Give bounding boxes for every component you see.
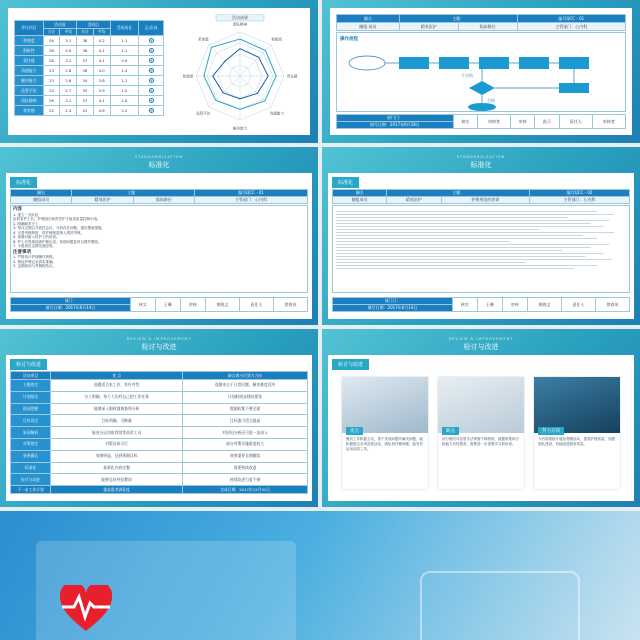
row-value: 35 — [77, 86, 94, 96]
radar-label: 解决能力 — [232, 126, 248, 131]
radar-chart — [176, 14, 304, 132]
row-cons: 数据收集不够全面 — [183, 403, 308, 415]
radar-label: 品管手法 — [196, 111, 211, 116]
plus-icon[interactable]: + — [149, 78, 153, 83]
card-text: 圈员工作积极主动，善于发现问题并解决问题，能积极配合各项品管活动，团队协作精神强，能有效运用品管工具。 — [346, 437, 423, 451]
row-value: 1.4 — [110, 66, 139, 76]
card-direction — [534, 377, 620, 489]
row-value: 37 — [77, 96, 94, 106]
slide-standardization-1[interactable] — [0, 147, 318, 325]
sign-table — [10, 297, 308, 312]
deadline-cell — [183, 486, 308, 494]
row-value: 3.9 — [93, 86, 110, 96]
slide-result-comparison[interactable] — [0, 0, 318, 143]
sign-cell: 核实 — [452, 298, 477, 312]
row-value: 2.8 — [60, 66, 77, 76]
row-value: 4.6 — [93, 106, 110, 116]
radar-label: 积极性 — [271, 37, 283, 42]
flow-step — [399, 57, 429, 69]
title-en: STANDARDIZATION — [134, 155, 184, 159]
radar-label: 责任感 — [286, 74, 298, 79]
sign-cell: 黄晓文 — [205, 298, 239, 312]
sign-cell: 核实 — [130, 298, 155, 312]
th-item: 活动项目 — [11, 372, 51, 380]
date-label: 填写日期：2017年6月14日 — [11, 305, 131, 312]
row-label: 团队精神 — [15, 96, 44, 106]
direction-cell — [139, 46, 164, 56]
table-row — [11, 380, 308, 392]
slide-panel — [8, 8, 310, 135]
th-after: 活动后 — [77, 21, 110, 29]
flow-title: 操作流程 — [340, 37, 358, 42]
sign-cell: 责任人 — [239, 298, 273, 312]
cell-path: 临床路径 — [458, 23, 517, 31]
row-value: 2.7 — [60, 86, 77, 96]
slide-review-cards[interactable] — [322, 329, 640, 507]
row-value: 26 — [43, 46, 60, 56]
cell-team: 精英医护 — [387, 197, 441, 204]
title-cn: 检讨与改进 — [141, 343, 177, 351]
radar-title: 活动成果 — [232, 15, 248, 20]
date-label: 填写日期：2017年6月28日 — [337, 122, 454, 129]
cell-team: 精英医护 — [399, 23, 458, 31]
header-theme: 主题： — [387, 190, 530, 197]
sign-table — [332, 297, 630, 312]
row-label: 解决能力 — [15, 76, 44, 86]
flow-end — [468, 103, 496, 111]
flow-area — [336, 32, 626, 112]
table-row — [15, 76, 164, 86]
row-value: 3.8 — [93, 76, 110, 86]
radar-label: 团队精神 — [232, 22, 248, 27]
card-photo — [342, 377, 428, 433]
flow-label-ok: 合格 — [487, 98, 495, 103]
sign-cell: 责任人 — [561, 298, 595, 312]
row-label: 积极性 — [15, 46, 44, 56]
title-cn: 检讨与改进 — [463, 343, 499, 351]
row-pros: 标准化内容完整 — [51, 462, 183, 474]
note-lines — [13, 255, 305, 269]
row-label: 荣誉感 — [15, 106, 44, 116]
row-value: 1.2 — [110, 76, 139, 86]
row-value: 3.0 — [60, 46, 77, 56]
row-cons: 目标值可适当提高 — [183, 415, 308, 427]
row-value: 26 — [43, 96, 60, 106]
cell-dept: 主管部门：心内科 — [530, 197, 630, 204]
title-en: REVIEW & IMPROVEMENT — [448, 337, 514, 341]
next-plan-value: 提高患者满意度 — [51, 486, 183, 494]
cell-theme-value: 护理规范的培训 — [441, 197, 530, 204]
sign-cell: 审核者 — [477, 115, 510, 129]
cell-path: 临床路径 — [133, 197, 194, 204]
content-line: 2. 明确职责分工 — [13, 221, 39, 226]
row-value: 3.1 — [60, 36, 77, 46]
next-plan-label: 下一步工作计划 — [11, 486, 51, 494]
card-text: 今后将继续开展品管圈活动，提高护理质量，加强团队建设，持续改进服务质量。 — [538, 437, 615, 446]
sign-cell: 审核者 — [592, 115, 625, 129]
note-line: 1. 严格执行护理操作规程。 — [13, 255, 56, 259]
slide-panel — [328, 355, 634, 501]
flow-step — [439, 57, 469, 69]
slide-title — [322, 337, 640, 352]
slide-ending[interactable] — [0, 511, 640, 640]
header-circle-name: 圈名 — [333, 190, 387, 197]
table-row — [15, 96, 164, 106]
flow-step — [559, 83, 589, 93]
content-area — [332, 205, 630, 293]
plus-icon[interactable]: + — [149, 108, 153, 113]
table-row — [11, 462, 308, 474]
row-value: 1.2 — [110, 86, 139, 96]
row-value: 4.1 — [93, 56, 110, 66]
sign-cell: 审核 — [180, 298, 205, 312]
plus-icon[interactable]: + — [149, 98, 153, 103]
plus-icon[interactable]: + — [149, 38, 153, 43]
th-avg: 平均 — [60, 29, 77, 36]
qcc-header-table — [336, 14, 626, 31]
flow-diagram — [337, 33, 627, 113]
row-label: 效果确认 — [11, 450, 51, 462]
content-line: 4. 完善考核制度，将护理规范纳入绩效考核。 — [13, 230, 84, 235]
th-sum: 合计 — [77, 29, 94, 36]
row-value: 22 — [43, 106, 60, 116]
slide-panel — [6, 355, 312, 501]
sign-cell: 王琳 — [155, 298, 180, 312]
heart-pulse-icon — [60, 585, 112, 633]
title-en: STANDARDIZATION — [456, 155, 506, 159]
section-tag: 标准化 — [10, 177, 37, 188]
title-cn: 标准化 — [148, 161, 170, 169]
row-label: 检讨与改进 — [11, 474, 51, 486]
row-value: 1.1 — [110, 46, 139, 56]
header-number: 编号QCC－01 — [194, 190, 307, 197]
table-row — [15, 86, 164, 96]
row-label: 对策拟定 — [11, 438, 51, 450]
slide-panel — [330, 8, 632, 135]
th-avg: 平均 — [93, 29, 110, 36]
cell-members: 圈组 成员 — [337, 23, 400, 31]
header-number: 编号QCC－02 — [530, 190, 630, 197]
sign-cell: 黄晓文 — [527, 298, 561, 312]
review-table — [10, 371, 308, 494]
sign-cell: 徐春英 — [595, 298, 629, 312]
direction-cell — [139, 76, 164, 86]
row-pros: 能够深入细致地调查和分析 — [51, 403, 183, 415]
content-area — [10, 205, 308, 293]
th-sum: 合计 — [43, 29, 60, 36]
row-value: 38 — [77, 36, 94, 46]
cell-members: 圈组成员 — [11, 197, 72, 204]
row-cons: 部分对策实施难度较大 — [183, 438, 308, 450]
plus-icon[interactable]: + — [149, 58, 153, 63]
sign-cell: 审核 — [502, 298, 527, 312]
row-value: 4.1 — [93, 46, 110, 56]
content-line: 6. 护士长每周抽查护理记录，发现问题及时反馈并整改。 — [13, 239, 102, 244]
flow-decision — [469, 81, 495, 95]
row-pros: 对策具体可行 — [51, 438, 183, 450]
qcc-header-table — [332, 189, 630, 204]
note-line: 3. 定期培训与考核相结合。 — [13, 264, 56, 268]
slide-title — [322, 155, 640, 170]
sign-cell: 徐春英 — [273, 298, 307, 312]
header-circle-name: 圈名 — [11, 190, 72, 197]
plus-icon[interactable]: + — [149, 68, 153, 73]
sign-cell: 核实 — [453, 115, 477, 129]
row-value: 28 — [43, 56, 60, 66]
row-value: 24 — [43, 86, 60, 96]
row-value: 23 — [43, 66, 60, 76]
row-label: 和谐度 — [15, 36, 44, 46]
row-value: 41 — [77, 106, 94, 116]
row-label: 责任感 — [15, 56, 44, 66]
row-value: 3.2 — [60, 56, 77, 66]
card-label: 缺点 — [442, 427, 459, 435]
row-cons: 对原因分析还可进一步深入 — [183, 427, 308, 439]
direction-cell — [139, 56, 164, 66]
table-row — [11, 403, 308, 415]
row-label: 标准化 — [11, 462, 51, 474]
flow-step — [559, 57, 589, 69]
row-value: 4.0 — [93, 66, 110, 76]
sign-cell: 责任人 — [559, 115, 592, 129]
th-before: 活动前 — [43, 21, 76, 29]
table-row — [11, 474, 308, 486]
dept-label: 部门门： — [333, 298, 453, 305]
card-photo — [438, 377, 524, 433]
content-line: 7. 小组成员定期交流经验。 — [13, 244, 56, 248]
dept-label: 部门门： — [337, 115, 454, 122]
row-label: 品管手法 — [15, 86, 44, 96]
section-tag: 标准化 — [332, 177, 359, 188]
row-value: 38 — [77, 46, 94, 56]
slide-panel — [6, 173, 312, 319]
radar-label: 荣誉感 — [197, 37, 209, 42]
plus-icon[interactable]: + — [149, 48, 153, 53]
row-label: 计划拟定 — [11, 391, 51, 403]
row-cons: 选题来自于日常问题，解决难度适中 — [183, 380, 308, 392]
slide-review-table[interactable] — [0, 329, 318, 507]
content-line: 3. 每月定期召开质控会议，分析存在问题，提出整改措施。 — [13, 226, 105, 230]
card-pros — [342, 377, 428, 489]
row-value: 3.1 — [60, 96, 77, 106]
content-title: 内容 — [13, 207, 22, 212]
cell-dept: 主管部门：心内科 — [517, 23, 625, 31]
sign-cell: 王琳 — [477, 298, 502, 312]
row-value: 4.1 — [93, 96, 110, 106]
direction-cell — [139, 106, 164, 116]
slide-operation-flow[interactable] — [322, 0, 640, 143]
th-growth: 活动成长 — [110, 21, 139, 36]
header-theme: 主题： — [72, 190, 195, 197]
direction-cell — [139, 86, 164, 96]
row-pros: 效果明显，达到预期目标 — [51, 450, 183, 462]
deadline-date: 2017年12月31日 — [239, 486, 270, 492]
flow-step — [519, 57, 549, 69]
content-line: 5. 加强对新入科护士的培训。 — [13, 235, 60, 239]
header-number: 编号QCC－01 — [517, 15, 625, 23]
table-row — [11, 438, 308, 450]
date-label: 填写日期：2017年6月14日 — [333, 305, 453, 312]
direction-cell — [139, 66, 164, 76]
row-value: 2.2 — [110, 106, 139, 116]
row-pros: 分工明确，每个人均有自己的工作任务 — [51, 391, 183, 403]
cell-members: 圈组成员 — [333, 197, 387, 204]
radar-label: 和谐度 — [182, 74, 194, 79]
dept-label: 部门： — [11, 298, 131, 305]
table-row — [11, 391, 308, 403]
note-line: 2. 保证护理记录真实准确。 — [13, 259, 56, 264]
deadline-label: 完成日期 — [220, 486, 236, 492]
card-photo — [534, 377, 620, 433]
slide-standardization-2[interactable] — [322, 147, 640, 325]
row-cons: 计划时间安排较紧张 — [183, 391, 308, 403]
card-cons — [438, 377, 524, 489]
row-label: 主题选定 — [11, 380, 51, 392]
row-value: 2.4 — [60, 106, 77, 116]
sign-cell: 批示 — [535, 115, 559, 129]
row-value: 4.2 — [93, 36, 110, 46]
row-pros: 选题适合本工作，有针对性 — [51, 380, 183, 392]
flow-step — [479, 57, 509, 69]
card-label: 优点 — [346, 427, 363, 435]
row-value: 1.1 — [110, 36, 139, 46]
row-value: 37 — [77, 56, 94, 66]
row-label: 原因解析 — [11, 427, 51, 439]
title-cn: 标准化 — [470, 161, 492, 169]
content-line: 1. 建立一支队伍 — [13, 212, 39, 217]
radar-label: 沟通能力 — [269, 111, 284, 116]
plus-icon[interactable]: + — [149, 88, 153, 93]
slide-title — [0, 155, 318, 170]
direction-cell — [139, 36, 164, 46]
section-tag: 检讨与改进 — [10, 359, 47, 370]
row-cons: 效果需要长期跟踪 — [183, 450, 308, 462]
th-cons: 缺点或今后努力方向 — [183, 372, 308, 380]
content-line: 由科室护士长、护理组长和责任护士组成质量控制小组。 — [13, 217, 101, 221]
row-pros: 目标明确，可衡量 — [51, 415, 183, 427]
row-value: 26 — [43, 36, 60, 46]
table-row — [15, 106, 164, 116]
th-item: 评比项目 — [15, 21, 44, 36]
slide-panel — [328, 173, 634, 319]
row-cons: 持续改进力度不够 — [183, 474, 308, 486]
direction-cell — [139, 96, 164, 106]
row-label: 目标设定 — [11, 415, 51, 427]
table-row — [11, 450, 308, 462]
row-cons: 需要持续改进 — [183, 462, 308, 474]
row-value: 23 — [43, 76, 60, 86]
row-value: 36 — [77, 66, 94, 76]
row-value: 2.6 — [60, 76, 77, 86]
title-en: REVIEW & IMPROVEMENT — [126, 337, 192, 341]
row-value: 34 — [77, 76, 94, 86]
row-value: 0.9 — [110, 56, 139, 66]
qcc-header-table — [10, 189, 308, 204]
header-theme: 主题： — [399, 15, 517, 23]
th-pros: 优 点 — [51, 372, 183, 380]
card-text: 部分圈员对品管手法掌握不够熟练，数据收集和分析能力有待提高，需要进一步加强学习和培训。 — [442, 437, 519, 446]
header-circle-name: 圈名 — [337, 15, 400, 23]
table-row — [11, 415, 308, 427]
cell-team: 精英医护 — [72, 197, 133, 204]
sign-table — [336, 114, 626, 129]
table-row — [11, 427, 308, 439]
row-label: 现况把握 — [11, 403, 51, 415]
row-pros: 能够总结经验教训 — [51, 474, 183, 486]
table-row — [15, 66, 164, 76]
card-label: 努力方向 — [538, 427, 564, 435]
clipboard-shape — [420, 571, 580, 640]
flow-start — [349, 56, 385, 70]
section-tag: 检讨与改进 — [332, 359, 369, 370]
row-label: 沟通能力 — [15, 66, 44, 76]
row-value: 1.0 — [110, 96, 139, 106]
flow-label-no: 不合格 — [461, 73, 473, 78]
note-title: 注意事项 — [13, 249, 31, 255]
score-table — [14, 20, 164, 116]
table-row — [15, 36, 164, 46]
table-row — [15, 46, 164, 56]
cell-dept: 主管部门：心内科 — [194, 197, 307, 204]
content-lines — [13, 213, 305, 249]
slide-title — [0, 337, 318, 352]
table-row — [15, 56, 164, 66]
sign-cell: 审核 — [511, 115, 535, 129]
th-direction: 正/负向 — [139, 21, 164, 36]
row-pros: 能充分运用鱼骨图等品管工具 — [51, 427, 183, 439]
